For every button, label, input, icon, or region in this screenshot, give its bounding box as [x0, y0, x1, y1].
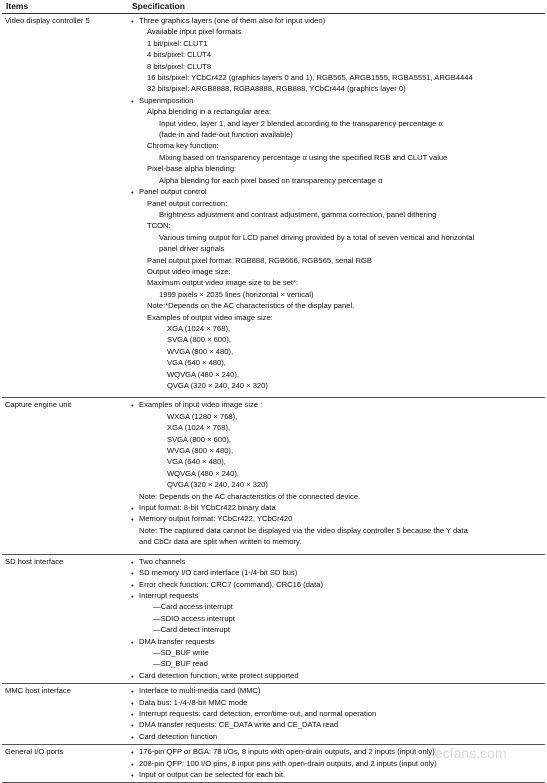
spec-text: Interface to multi-media card (MMC) [139, 686, 261, 696]
spec-text: Note:*Depends on the AC characteristics of the display panel. [147, 301, 355, 311]
spec-text: Note: Depends on the AC characteristics of the connected device. [139, 491, 361, 501]
spec-text: Mixing based on transparency percentage α using the specified RGB and CLUT value [159, 152, 448, 162]
spec-text: Panel output pixel format: RGB888, RGB666, RGB565, serial RGB [147, 255, 372, 265]
spec-text: Pixel-base alpha blending: [147, 164, 237, 174]
spec-text: 4 bits/pixel: CLUT4 [147, 50, 212, 60]
spec-bullet-line [131, 502, 542, 513]
spec-text: Chroma key function: [147, 141, 219, 151]
spec-cell [128, 14, 545, 398]
spec-text: Examples of input video image size : [139, 400, 263, 410]
header-specification: Specification [128, 0, 545, 14]
spec-bullet-line [131, 758, 542, 769]
spec-text: panel driver signals [159, 244, 225, 254]
spec-cell [128, 684, 545, 745]
spec-line [131, 456, 542, 467]
spec-line [131, 72, 542, 83]
spec-text: DMA transfer requests [139, 636, 215, 646]
spec-cell [128, 398, 545, 554]
spec-line [131, 152, 542, 163]
spec-text: —SD_BUF write [153, 647, 209, 657]
table-row [2, 684, 545, 745]
spec-line [131, 220, 542, 231]
spec-text: Superimposition [139, 95, 194, 105]
spec-line [131, 601, 542, 612]
spec-text: WVGA (800 × 480), [167, 346, 234, 356]
spec-text: 16 bits/pixel: YCbCr422 (graphics layers 0 and 1), RGB565, ARGB1555, RGBA5551, ARGB4444 [147, 73, 473, 83]
spec-text: SD memory I/O card interface (1-/4-bit SD bus) [139, 568, 298, 578]
spec-bullet-line [131, 579, 542, 590]
spec-bullet-line [131, 697, 542, 708]
table-row [2, 554, 545, 683]
spec-text: DMA transfer requests: CE_DATA write and CE_DATA read [139, 720, 339, 730]
spec-line [131, 129, 542, 140]
spec-text: Note: The captured data cannot be displayed via the video display controller 5 because the Y data [139, 525, 468, 535]
spec-line [131, 369, 542, 380]
spec-text: —Card access interrupt [153, 602, 233, 612]
spec-text: Alpha blending in a rectangular area: [147, 107, 272, 117]
spec-line [131, 255, 542, 266]
spec-bullet-line [131, 399, 542, 410]
spec-line [131, 658, 542, 669]
spec-line [131, 312, 542, 323]
spec-text: SVGA (800 × 600), [167, 434, 231, 444]
spec-line [131, 334, 542, 345]
header-items: Items [2, 0, 128, 14]
table-row [2, 398, 545, 554]
spec-line [131, 491, 542, 502]
spec-bullet-line [131, 95, 542, 106]
spec-line [131, 445, 542, 456]
spec-cell [128, 554, 545, 683]
spec-text: Various timing output for LCD panel driving provided by a total of seven vertical and horizontal [159, 232, 475, 242]
spec-line [131, 380, 542, 391]
spec-bullet-line [131, 513, 542, 524]
spec-text: VGA (640 × 480), [167, 358, 226, 368]
spec-line [131, 434, 542, 445]
spec-line [131, 357, 542, 368]
spec-text: Examples of output video image size: [147, 312, 273, 322]
spec-text: Panel output control [139, 187, 207, 197]
spec-text: VGA (640 × 480), [167, 457, 226, 467]
spec-bullet-line [131, 636, 542, 647]
spec-line [131, 525, 542, 536]
spec-text: Error check function: CRC7 (command), CRC16 (data) [139, 579, 323, 589]
spec-text: TCON: [147, 221, 171, 231]
spec-text: XGA (1024 × 768), [167, 323, 231, 333]
spec-text: SVGA (800 × 600), [167, 335, 231, 345]
spec-bullet-line [131, 731, 542, 742]
spec-cell [128, 745, 545, 783]
spec-line [131, 391, 542, 395]
spec-text: —Card detect interrupt [153, 625, 230, 635]
spec-text: Two channels [139, 556, 186, 566]
spec-line [131, 647, 542, 658]
spec-text: QVGA (320 × 240, 240 × 320) [167, 381, 268, 390]
table-body [2, 14, 545, 783]
spec-text: Alpha blending for each pixel based on transparency percentage α [159, 175, 383, 185]
spec-text: and CbCr data are split when written to memory. [139, 537, 302, 547]
spec-text: Output video image size: [147, 266, 231, 276]
item-cell: Capture engine unit [2, 398, 128, 554]
spec-text: —SD_BUF read [153, 659, 208, 669]
spec-line [131, 83, 542, 94]
spec-text: Brightness adjustment and contrast adjustment, gamma correction, panel dithering [159, 209, 437, 219]
table-row [2, 745, 545, 783]
spec-line [131, 624, 542, 635]
spec-line [131, 422, 542, 433]
spec-text: WQVGA (480 × 240), [167, 369, 239, 379]
spec-line [131, 346, 542, 357]
spec-text: Input format: 8-bit YCbCr422 binary data [139, 503, 276, 513]
spec-text: Memory output format: YCbCr422, YCbCr420 [139, 514, 293, 524]
spec-text: Input video, layer 1, and layer 2 blended according to the transparency percentage α [159, 118, 443, 128]
spec-text: Available input pixel formats [147, 27, 242, 37]
spec-text: 8 bits/pixel: CLUT8 [147, 61, 212, 71]
spec-text: WQVGA (480 × 240), [167, 468, 239, 478]
spec-line [131, 613, 542, 624]
spec-bullet-line [131, 556, 542, 567]
spec-text: —SDIO access interrupt [153, 613, 235, 623]
spec-text: Data bus: 1-/4-/8-bit MMC mode [139, 697, 248, 707]
spec-text: 176-pin QFP or BGA: 78 I/Os, 8 inputs with open-drain outputs, and 2 inputs (input only) [139, 747, 435, 757]
table-header-row [2, 0, 545, 14]
spec-line [131, 140, 542, 151]
spec-text: XGA (1024 × 768), [167, 423, 231, 433]
spec-text: Card detection function, write protect supported [139, 670, 299, 680]
spec-line [131, 411, 542, 422]
spec-text: Interrupt requests: card detection, error/time-out, and normal operation [139, 708, 377, 718]
spec-text: 1 bit/pixel: CLUT1 [147, 38, 208, 48]
spec-line [131, 49, 542, 60]
spec-bullet-line [131, 186, 542, 197]
spec-text: (fade-in and fade-out function available) [159, 130, 293, 140]
table-row [2, 14, 545, 398]
spec-text: Input or output can be selected for each bit. [139, 770, 286, 779]
watermark-text: elecfans.com [424, 745, 507, 761]
spec-bullet-line [131, 590, 542, 601]
spec-line [131, 163, 542, 174]
spec-text: Interrupt requests [139, 590, 199, 600]
spec-text: Panel output correction: [147, 198, 228, 208]
spec-line [131, 266, 542, 277]
spec-line [131, 479, 542, 490]
spec-bullet-line [131, 708, 542, 719]
spec-line [131, 548, 542, 552]
spec-line [131, 232, 542, 243]
spec-line [131, 323, 542, 334]
spec-line [131, 38, 542, 49]
item-cell: Video display controller 5 [2, 14, 128, 398]
spec-text: Maximum output video image size to be set*: [147, 278, 299, 288]
specification-table [2, 0, 545, 783]
spec-text: WVGA (800 × 480), [167, 446, 234, 456]
spec-line [131, 289, 542, 300]
spec-line [131, 536, 542, 547]
spec-text: Three graphics layers (one of them also for input video) [139, 16, 326, 25]
spec-text: QVGA (320 × 240, 240 × 320) [167, 480, 268, 490]
spec-text: 208-pin QFP: 100 I/O pins, 8 input pins with open-drain outputs, and 2 inputs (input only) [139, 758, 437, 768]
spec-line [131, 300, 542, 311]
spec-line [131, 209, 542, 220]
spec-text: Card detection function [139, 731, 218, 741]
spec-line [131, 277, 542, 288]
spec-bullet-line [131, 15, 542, 26]
spec-bullet-line [131, 567, 542, 578]
spec-line [131, 468, 542, 479]
spec-line [131, 26, 542, 37]
item-cell: SD host interface [2, 554, 128, 683]
spec-line [131, 198, 542, 209]
spec-line [131, 243, 542, 254]
spec-text: 1999 pixels × 2035 lines (horizontal × vertical) [159, 289, 314, 299]
spec-line [131, 106, 542, 117]
spec-line [131, 61, 542, 72]
spec-bullet-line [131, 746, 542, 757]
spec-text: WXGA (1280 × 768), [167, 411, 238, 421]
spec-bullet-line [131, 685, 542, 696]
spec-text: 32 bits/pixel: ARGB8888, RGBA8888, RGB888, YCbCr444 (graphics layer 0) [147, 84, 406, 94]
spec-line [131, 118, 542, 129]
item-cell: MMC host interface [2, 684, 128, 745]
item-cell: General I/O ports [2, 745, 128, 783]
spec-bullet-line [131, 670, 542, 681]
spec-bullet-line [131, 719, 542, 730]
spec-line [131, 175, 542, 186]
